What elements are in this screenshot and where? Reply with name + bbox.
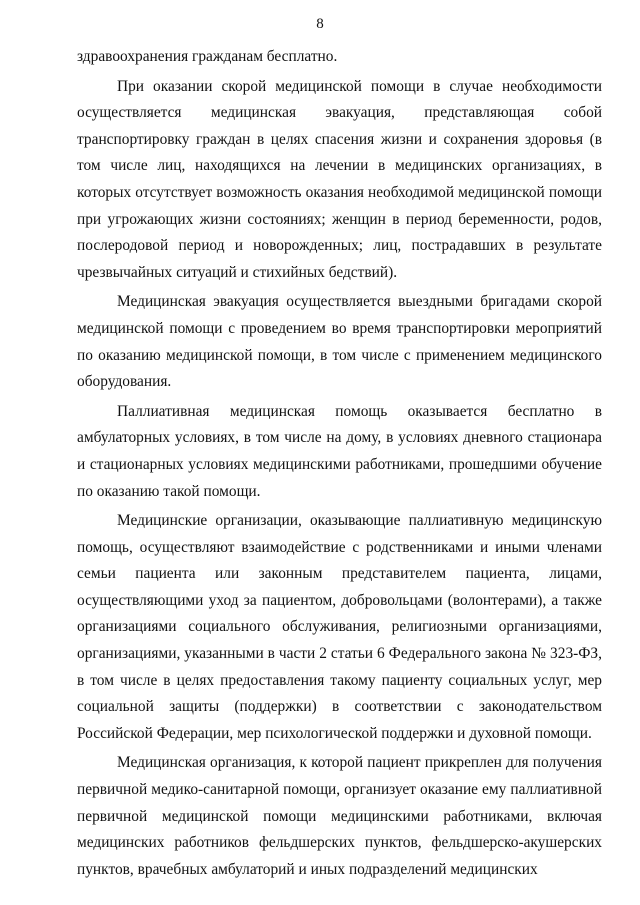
paragraph-evacuation-teams: Медицинская эвакуация осуществляется выездными бригадами скорой медицинской помощи с проведением во время транспортировки мероприятий по оказанию медицинской помощи, в том числе с применением медицинского оборудования.: [77, 293, 602, 391]
paragraph-continuation: здравоохранения гражданам бесплатно.: [77, 48, 338, 65]
document-body: [77, 44, 602, 883]
paragraph-palliative-care: Паллиативная медицинская помощь оказывается бесплатно в амбулаторных условиях, в том числе на дому, в условиях дневного стационара и стационарных условиях медицинскими работниками, прошедшими обучение по оказанию такой помощи.: [77, 402, 602, 500]
paragraph-medical-evacuation: При оказании скорой медицинской помощи в случае необходимости осуществляется медицинская эвакуация, представляющая собой транспортировку граждан в целях спасения жизни и сохранения здоровья (в том числе лиц, находящихся на лечении в медицинских организациях, в которых отсутствует возможность оказания необходимой медицинской помощи при угрожающих жизни состояниях; женщин в период беременности, родов, послеродовой период и новорожденных; лиц, пострадавших в результате чрезвычайных ситуаций и стихийных бедствий).: [77, 77, 602, 281]
paragraph-primary-care-organization: Медицинская организация, к которой пациент прикреплен для получения первичной медико-санитарной помощи, организует оказание ему паллиативной первичной медицинской помощи медицинскими работниками, включая медицинских работников фельдшерских пунктов, фельдшерско-акушерских пунктов, врачебных амбулаторий и иных подразделений медицинских: [77, 754, 602, 878]
paragraph-palliative-organizations: Медицинские организации, оказывающие паллиативную медицинскую помощь, осуществляют взаимодействие с родственниками и иными членами семьи пациента или законным представителем пациента, лицами, осуществляющими уход за пациентом, добровольцами (волонтерами), а также организациями социального обслуживания, религиозными организациями, организациями, указанными в части 2 статьи 6 Федерального закона № 323-ФЗ, в том числе в целях предоставления такому пациенту социальных услуг, мер социальной защиты (поддержки) в соответствии с законодательством Российской Федерации, мер психологической поддержки и духовной помощи.: [77, 512, 602, 742]
page-number: 8: [316, 16, 324, 32]
